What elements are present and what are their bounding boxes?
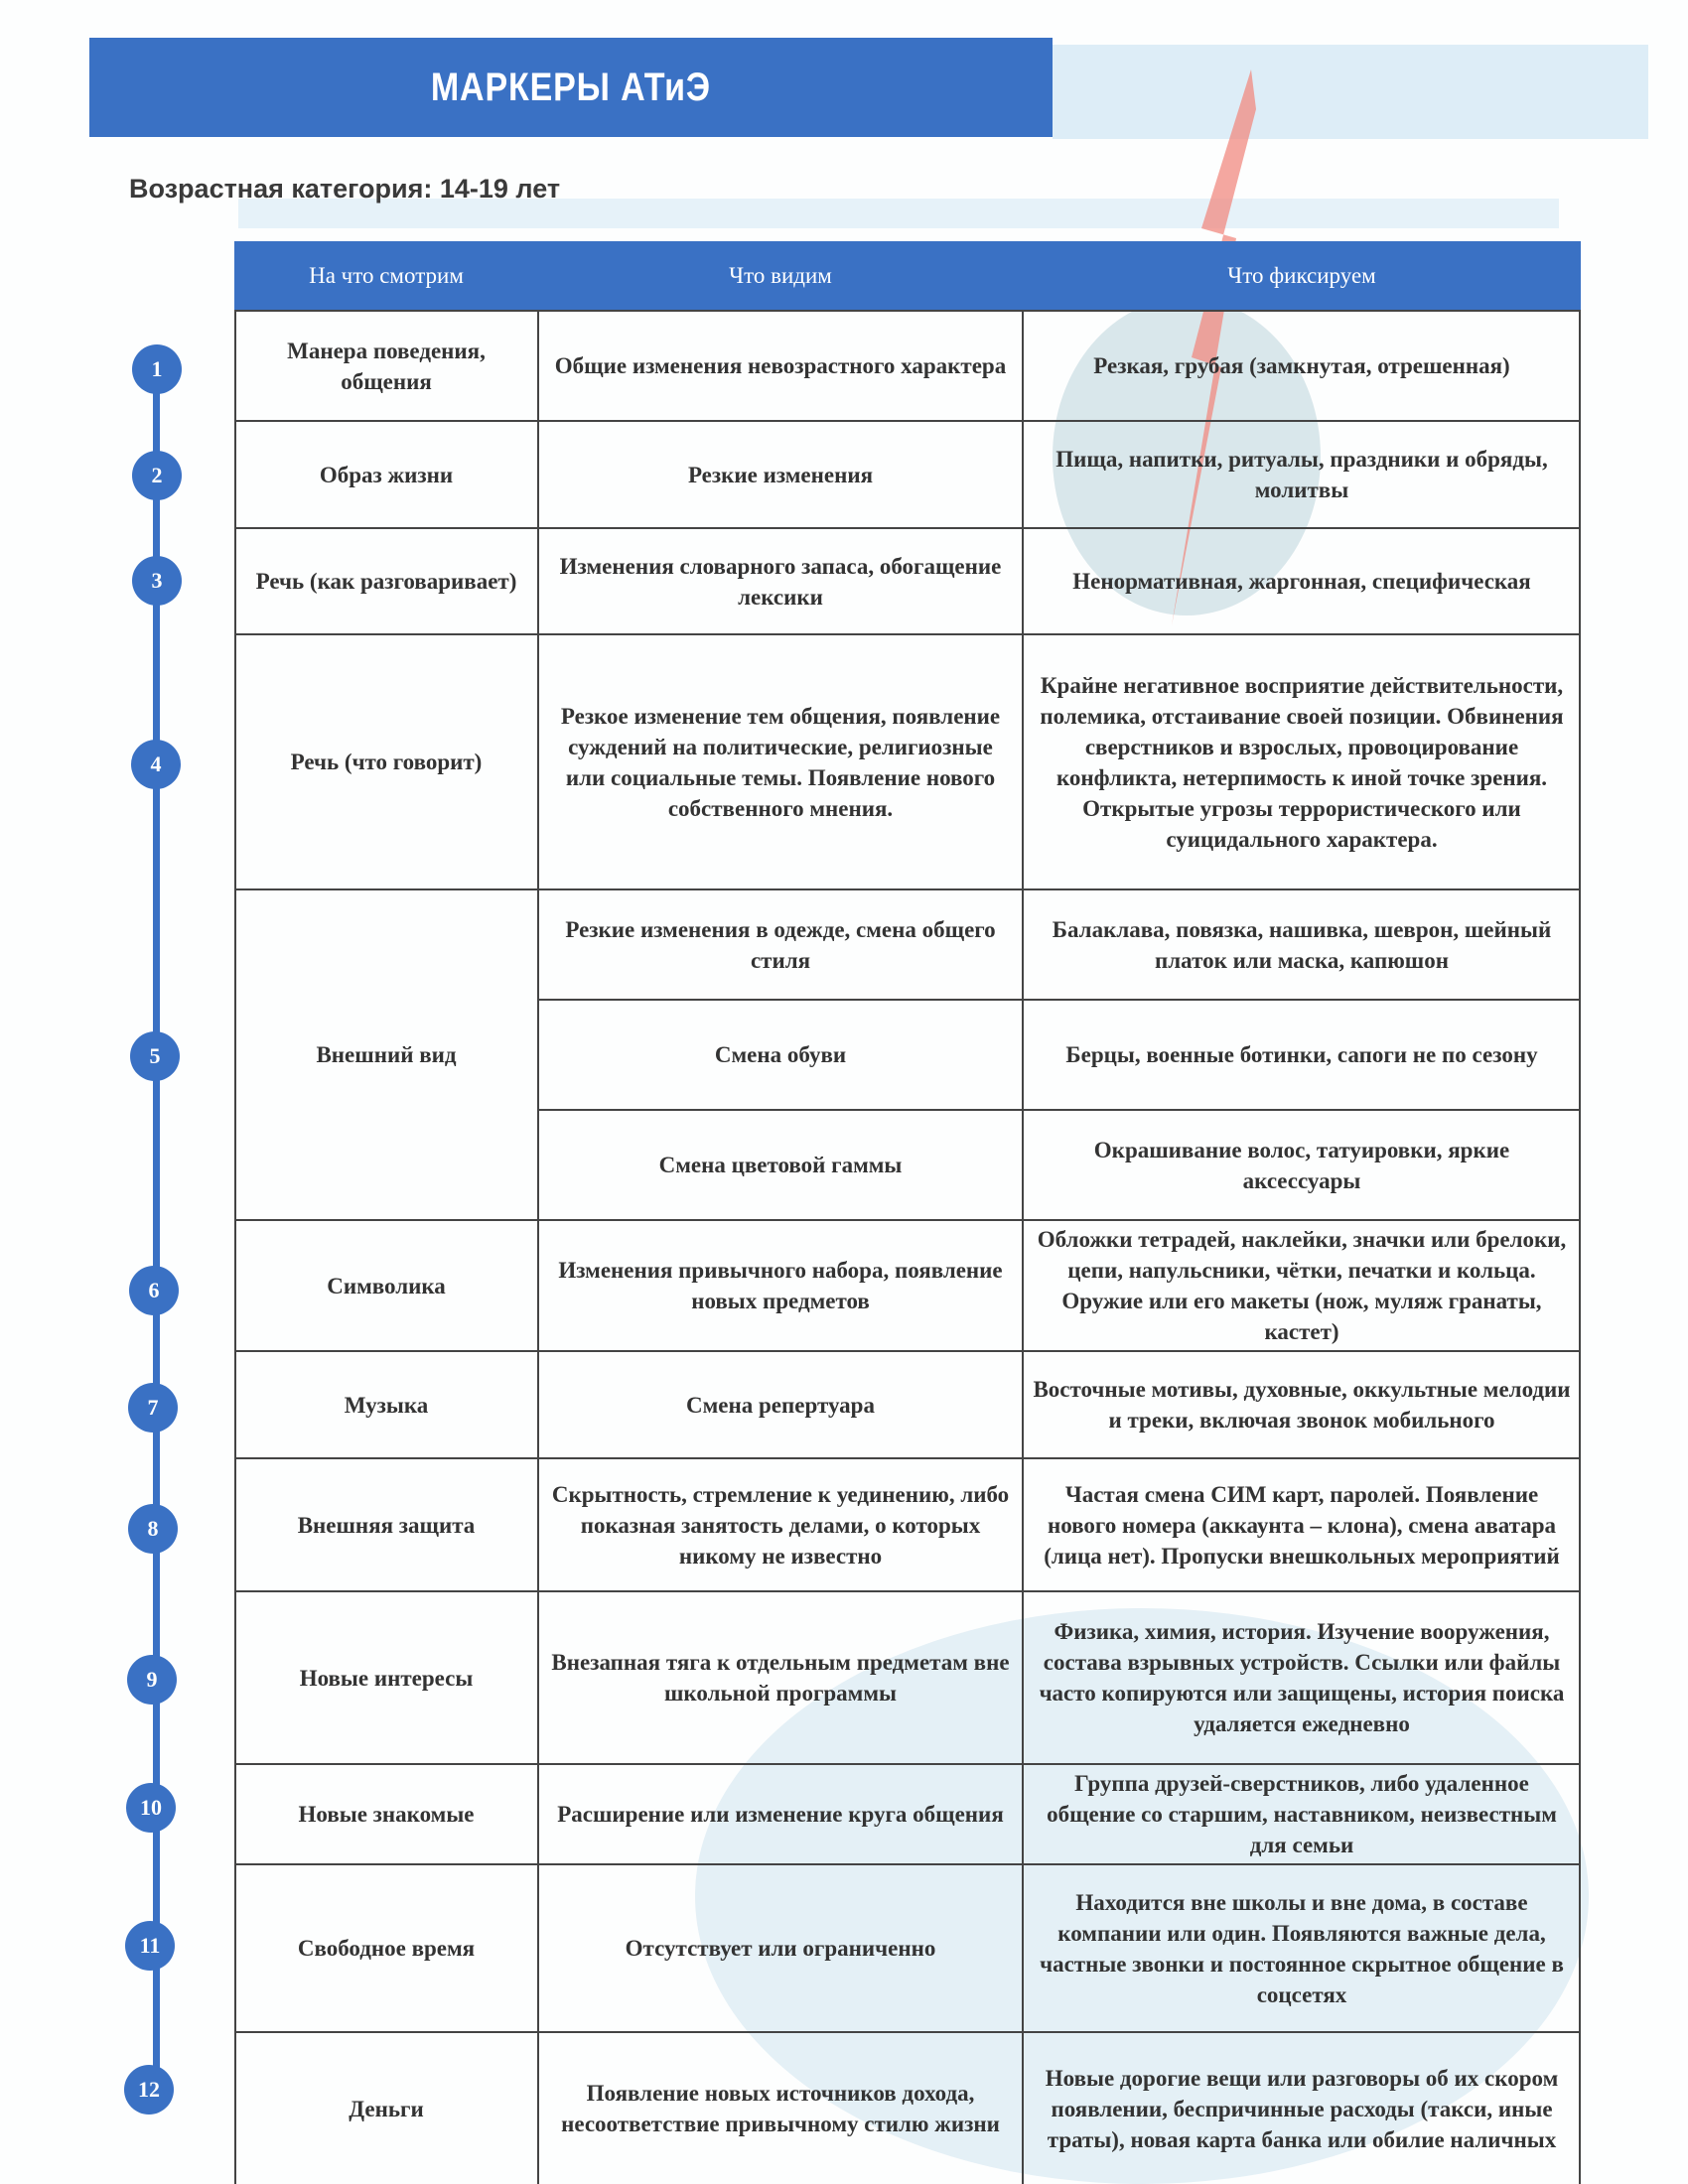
cell-look: Символика [234, 1219, 538, 1350]
row-number-badge: 5 [130, 1031, 180, 1081]
cell-see: Расширение или изменение круга общения [538, 1763, 1023, 1863]
cell-record: Ненормативная, жаргонная, специфическая [1023, 527, 1581, 633]
cell-look: Новые интересы [234, 1590, 538, 1763]
cell-see: Резкие изменения в одежде, смена общего стиля [538, 888, 1023, 999]
cell-see: Скрытность, стремление к уединению, либо показная занятость делами, о которых никому не известно [538, 1457, 1023, 1590]
column-divider [537, 310, 539, 2184]
page-title: МАРКЕРЫ АТиЭ [430, 65, 712, 109]
background-strip [1053, 45, 1648, 139]
title-banner [89, 38, 1053, 137]
cell-record: Окрашивание волос, татуировки, яркие аксессуары [1023, 1109, 1581, 1219]
cell-see: Резкие изменения [538, 420, 1023, 527]
cell-see: Общие изменения невозрастного характера [538, 310, 1023, 420]
cell-see: Появление новых источников дохода, несоответствие привычному стилю жизни [538, 2031, 1023, 2184]
cell-see: Смена репертуара [538, 1350, 1023, 1457]
row-number-badge: 12 [124, 2065, 174, 2115]
table-border-right [1579, 310, 1581, 2184]
cell-record: Крайне негативное восприятие действительности, полемика, отстаивание своей позиции. Обвинения сверстников и взрослых, провоцирование конфликта, нетерпимость к иной точке зрения. Открытые угрозы террористического или суицидального характера. [1023, 633, 1581, 888]
cell-record: Восточные мотивы, духовные, оккультные мелодии и треки, включая звонок мобильного [1023, 1350, 1581, 1457]
cell-record: Балаклава, повязка, нашивка, шеврон, шейный платок или маска, капюшон [1023, 888, 1581, 999]
cell-look: Образ жизни [234, 420, 538, 527]
row-number-badge: 6 [129, 1266, 179, 1315]
row-number-badge: 2 [132, 451, 182, 500]
cell-look: Музыка [234, 1350, 538, 1457]
cell-see: Резкое изменение тем общения, появление суждений на политические, религиозные или социальные темы. Появление нового собственного мнения. [538, 633, 1023, 888]
cell-see: Смена цветовой гаммы [538, 1109, 1023, 1219]
cell-see: Отсутствует или ограниченно [538, 1863, 1023, 2031]
row-number-badge: 10 [126, 1783, 176, 1833]
cell-look: Новые знакомые [234, 1763, 538, 1863]
cell-look: Свободное время [234, 1863, 538, 2031]
cell-see: Смена обуви [538, 999, 1023, 1109]
cell-record: Резкая, грубая (замкнутая, отрешенная) [1023, 310, 1581, 420]
row-number-badge: 3 [132, 556, 182, 606]
header-what-we-look-at: На что смотрим [309, 262, 464, 288]
cell-see: Изменения словарного запаса, обогащение лексики [538, 527, 1023, 633]
column-divider [1022, 310, 1024, 2184]
table-header [234, 241, 1581, 310]
cell-look: Внешняя защита [234, 1457, 538, 1590]
row-number-badge: 9 [127, 1655, 177, 1705]
cell-look: Манера поведения, общения [234, 310, 538, 420]
cell-look: Речь (как разговаривает) [234, 527, 538, 633]
cell-see: Внезапная тяга к отдельным предметам вне школьной программы [538, 1590, 1023, 1763]
row-number-badge: 7 [128, 1383, 178, 1433]
row-number-badge: 1 [132, 344, 182, 394]
header-what-we-see: Что видим [729, 262, 832, 288]
table-border-left [234, 310, 236, 2184]
header-what-we-record: Что фиксируем [1227, 262, 1376, 288]
markers-table [234, 241, 1581, 2184]
cell-record: Новые дорогие вещи или разговоры об их скором появлении, беспричинные расходы (такси, иные траты), новая карта банка или обилие наличных [1023, 2031, 1581, 2184]
cell-record: Находится вне школы и вне дома, в составе компании или один. Появляются важные дела, частные звонки и постоянное скрытное общение в соцсетях [1023, 1863, 1581, 2031]
cell-look: Речь (что говорит) [234, 633, 538, 888]
cell-look: Внешний вид [234, 888, 538, 1219]
cell-look: Деньги [234, 2031, 538, 2184]
cell-record: Пища, напитки, ритуалы, праздники и обряды, молитвы [1023, 420, 1581, 527]
age-category: Возрастная категория: 14-19 лет [129, 174, 561, 204]
cell-record: Группа друзей-сверстников, либо удаленное общение со старшим, наставником, неизвестным для семьи [1023, 1763, 1581, 1863]
row-number-badge: 8 [128, 1504, 178, 1554]
row-number-badge: 11 [125, 1921, 175, 1971]
row-number-badge: 4 [131, 740, 181, 789]
cell-see: Изменения привычного набора, появление новых предметов [538, 1219, 1023, 1350]
cell-record: Берцы, военные ботинки, сапоги не по сезону [1023, 999, 1581, 1109]
cell-record: Частая смена СИМ карт, паролей. Появление нового номера (аккаунта – клона), смена аватара (лица нет). Пропуски внешкольных мероприятий [1023, 1457, 1581, 1590]
cell-record: Обложки тетрадей, наклейки, значки или брелоки, цепи, напульсники, чётки, печатки и кольца. Оружие или его макеты (нож, муляж гранаты, кастет) [1023, 1219, 1581, 1350]
cell-record: Физика, химия, история. Изучение вооружения, состава взрывных устройств. Ссылки или файлы часто копируются или защищены, история поиска удаляется ежедневно [1023, 1590, 1581, 1763]
